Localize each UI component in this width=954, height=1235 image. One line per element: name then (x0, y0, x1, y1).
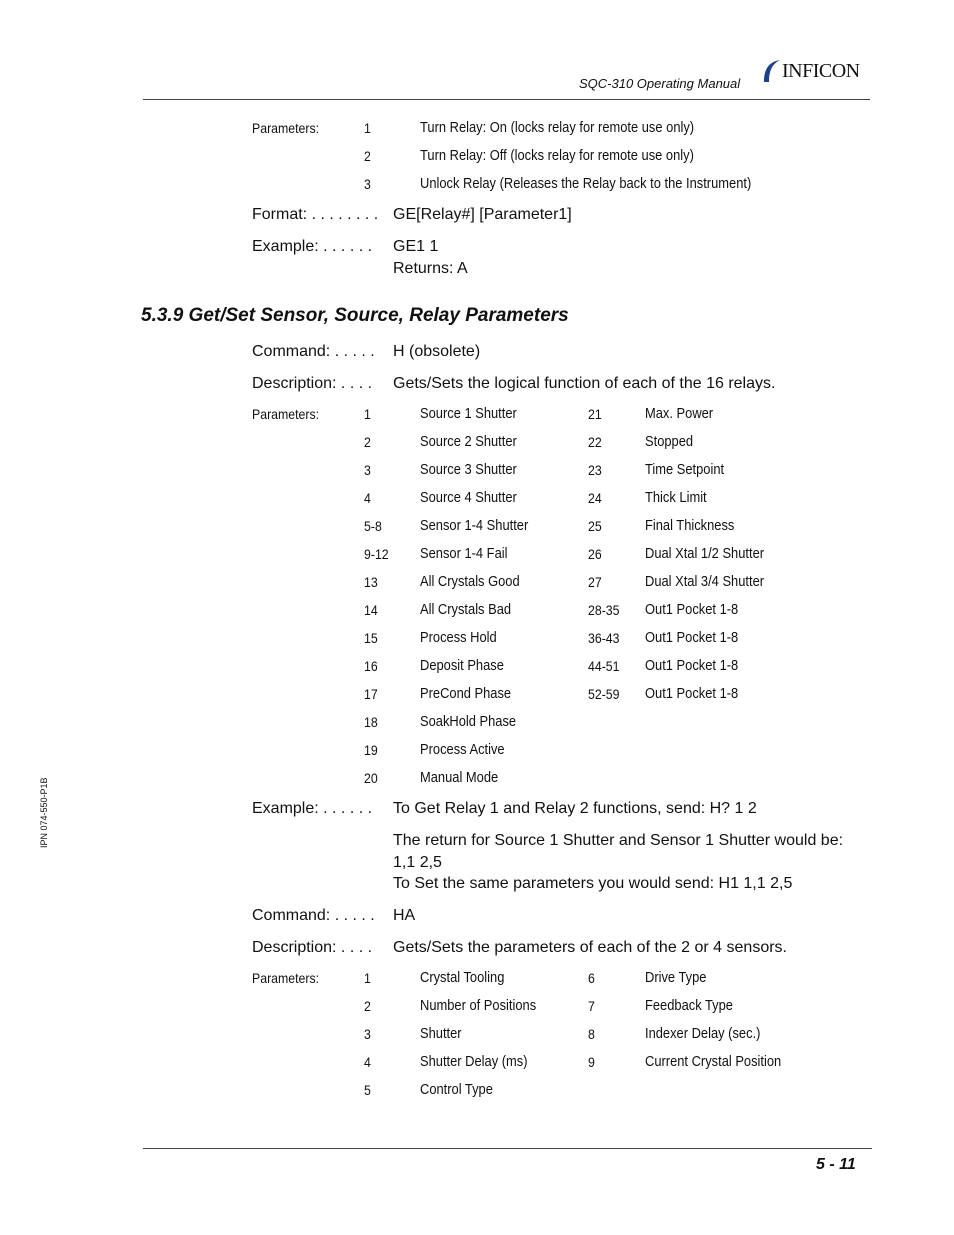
param-num: 1 (364, 406, 371, 422)
param-desc: Shutter Delay (ms) (420, 1053, 528, 1070)
param-desc: Unlock Relay (Releases the Relay back to the Instrument) (420, 175, 752, 192)
param-desc: Out1 Pocket 1-8 (645, 629, 739, 646)
inficon-swoosh-logo-icon (760, 58, 782, 84)
section-heading: 5.3.9 Get/Set Sensor, Source, Relay Parameters (141, 305, 569, 326)
param-desc: Source 2 Shutter (420, 433, 517, 450)
format-label: Format: . . . . . . . . (252, 206, 379, 223)
side-document-code: IPN 074-550-P1B (39, 777, 49, 848)
brand-name: INFICON (782, 59, 860, 82)
param-num: 15 (364, 630, 378, 646)
brand-logo (760, 58, 860, 84)
format-value: GE[Relay#] [Parameter1] (393, 206, 572, 223)
param-num: 28-35 (588, 602, 620, 618)
param-num: 9-12 (364, 546, 389, 562)
param-desc: Shutter (420, 1025, 462, 1042)
param-desc: Source 4 Shutter (420, 489, 517, 506)
param-desc: Dual Xtal 3/4 Shutter (645, 573, 765, 590)
param-num: 7 (588, 998, 595, 1014)
description-value: Gets/Sets the logical function of each of the 16 relays. (393, 375, 776, 392)
param-num: 44-51 (588, 658, 620, 674)
param-desc: Thick Limit (645, 489, 707, 506)
param-num: 24 (588, 490, 602, 506)
example-value: GE1 1 (393, 238, 439, 255)
param-desc: Indexer Delay (sec.) (645, 1025, 761, 1042)
param-desc: Process Active (420, 741, 505, 758)
description-label: Description: . . . . (252, 375, 373, 392)
command-label: Command: . . . . . (252, 343, 375, 360)
param-num: 3 (364, 176, 371, 192)
param-num: 13 (364, 574, 378, 590)
param-num: 52-59 (588, 686, 620, 702)
command-value: HA (393, 907, 416, 924)
param-num: 5 (364, 1082, 371, 1098)
example-line: To Set the same parameters you would send: H1 1,1 2,5 (393, 875, 793, 892)
example-label: Example: . . . . . . (252, 238, 373, 255)
param-num: 4 (364, 1054, 371, 1070)
description-value: Gets/Sets the parameters of each of the 2 or 4 sensors. (393, 939, 787, 956)
param-desc: Manual Mode (420, 769, 499, 786)
param-num: 5-8 (364, 518, 382, 534)
param-num: 23 (588, 462, 602, 478)
param-desc: Process Hold (420, 629, 497, 646)
param-num: 2 (364, 148, 371, 164)
param-desc: Turn Relay: On (locks relay for remote use only) (420, 119, 695, 136)
param-desc: Out1 Pocket 1-8 (645, 685, 739, 702)
param-num: 22 (588, 434, 602, 450)
param-num: 18 (364, 714, 378, 730)
param-desc: Sensor 1-4 Shutter (420, 517, 529, 534)
example-label: Example: . . . . . . (252, 800, 373, 817)
param-num: 9 (588, 1054, 595, 1070)
param-num: 27 (588, 574, 602, 590)
param-num: 21 (588, 406, 602, 422)
example-line: To Get Relay 1 and Relay 2 functions, send: H? 1 2 (393, 800, 757, 817)
header-rule (143, 99, 870, 100)
param-desc: Max. Power (645, 405, 714, 422)
param-desc: Current Crystal Position (645, 1053, 782, 1070)
param-desc: Source 3 Shutter (420, 461, 517, 478)
param-desc: Number of Positions (420, 997, 537, 1014)
param-num: 16 (364, 658, 378, 674)
command-value: H (obsolete) (393, 343, 481, 360)
param-num: 19 (364, 742, 378, 758)
param-desc: Feedback Type (645, 997, 733, 1014)
param-num: 20 (364, 770, 378, 786)
param-desc: All Crystals Bad (420, 601, 512, 618)
param-num: 1 (364, 970, 371, 986)
param-desc: All Crystals Good (420, 573, 520, 590)
param-desc: Control Type (420, 1081, 493, 1098)
params-label: Parameters: (252, 970, 320, 986)
param-desc: Dual Xtal 1/2 Shutter (645, 545, 765, 562)
footer-rule (143, 1148, 872, 1149)
param-num: 25 (588, 518, 602, 534)
param-num: 2 (364, 434, 371, 450)
param-desc: Sensor 1-4 Fail (420, 545, 508, 562)
param-num: 14 (364, 602, 378, 618)
param-desc: Crystal Tooling (420, 969, 505, 986)
example-line: The return for Source 1 Shutter and Sensor 1 Shutter would be: (393, 832, 844, 849)
param-num: 3 (364, 462, 371, 478)
param-desc: Turn Relay: Off (locks relay for remote use only) (420, 147, 694, 164)
param-desc: Stopped (645, 433, 694, 450)
param-num: 3 (364, 1026, 371, 1042)
param-num: 6 (588, 970, 595, 986)
param-desc: Source 1 Shutter (420, 405, 517, 422)
param-num: 36-43 (588, 630, 620, 646)
param-desc: Out1 Pocket 1-8 (645, 657, 739, 674)
param-num: 8 (588, 1026, 595, 1042)
param-num: 17 (364, 686, 378, 702)
param-num: 26 (588, 546, 602, 562)
description-label: Description: . . . . (252, 939, 373, 956)
param-num: 4 (364, 490, 371, 506)
param-desc: Time Setpoint (645, 461, 725, 478)
param-num: 1 (364, 120, 371, 136)
command-label: Command: . . . . . (252, 907, 375, 924)
example-returns: Returns: A (393, 260, 468, 277)
params-label: Parameters: (252, 120, 320, 136)
example-line: 1,1 2,5 (393, 854, 442, 871)
param-desc: Out1 Pocket 1-8 (645, 601, 739, 618)
param-num: 2 (364, 998, 371, 1014)
param-desc: PreCond Phase (420, 685, 512, 702)
param-desc: Deposit Phase (420, 657, 504, 674)
param-desc: SoakHold Phase (420, 713, 517, 730)
param-desc: Final Thickness (645, 517, 735, 534)
param-desc: Drive Type (645, 969, 707, 986)
params-label: Parameters: (252, 406, 320, 422)
page-number: 5 - 11 (816, 1156, 856, 1173)
manual-title: SQC-310 Operating Manual (579, 76, 741, 91)
